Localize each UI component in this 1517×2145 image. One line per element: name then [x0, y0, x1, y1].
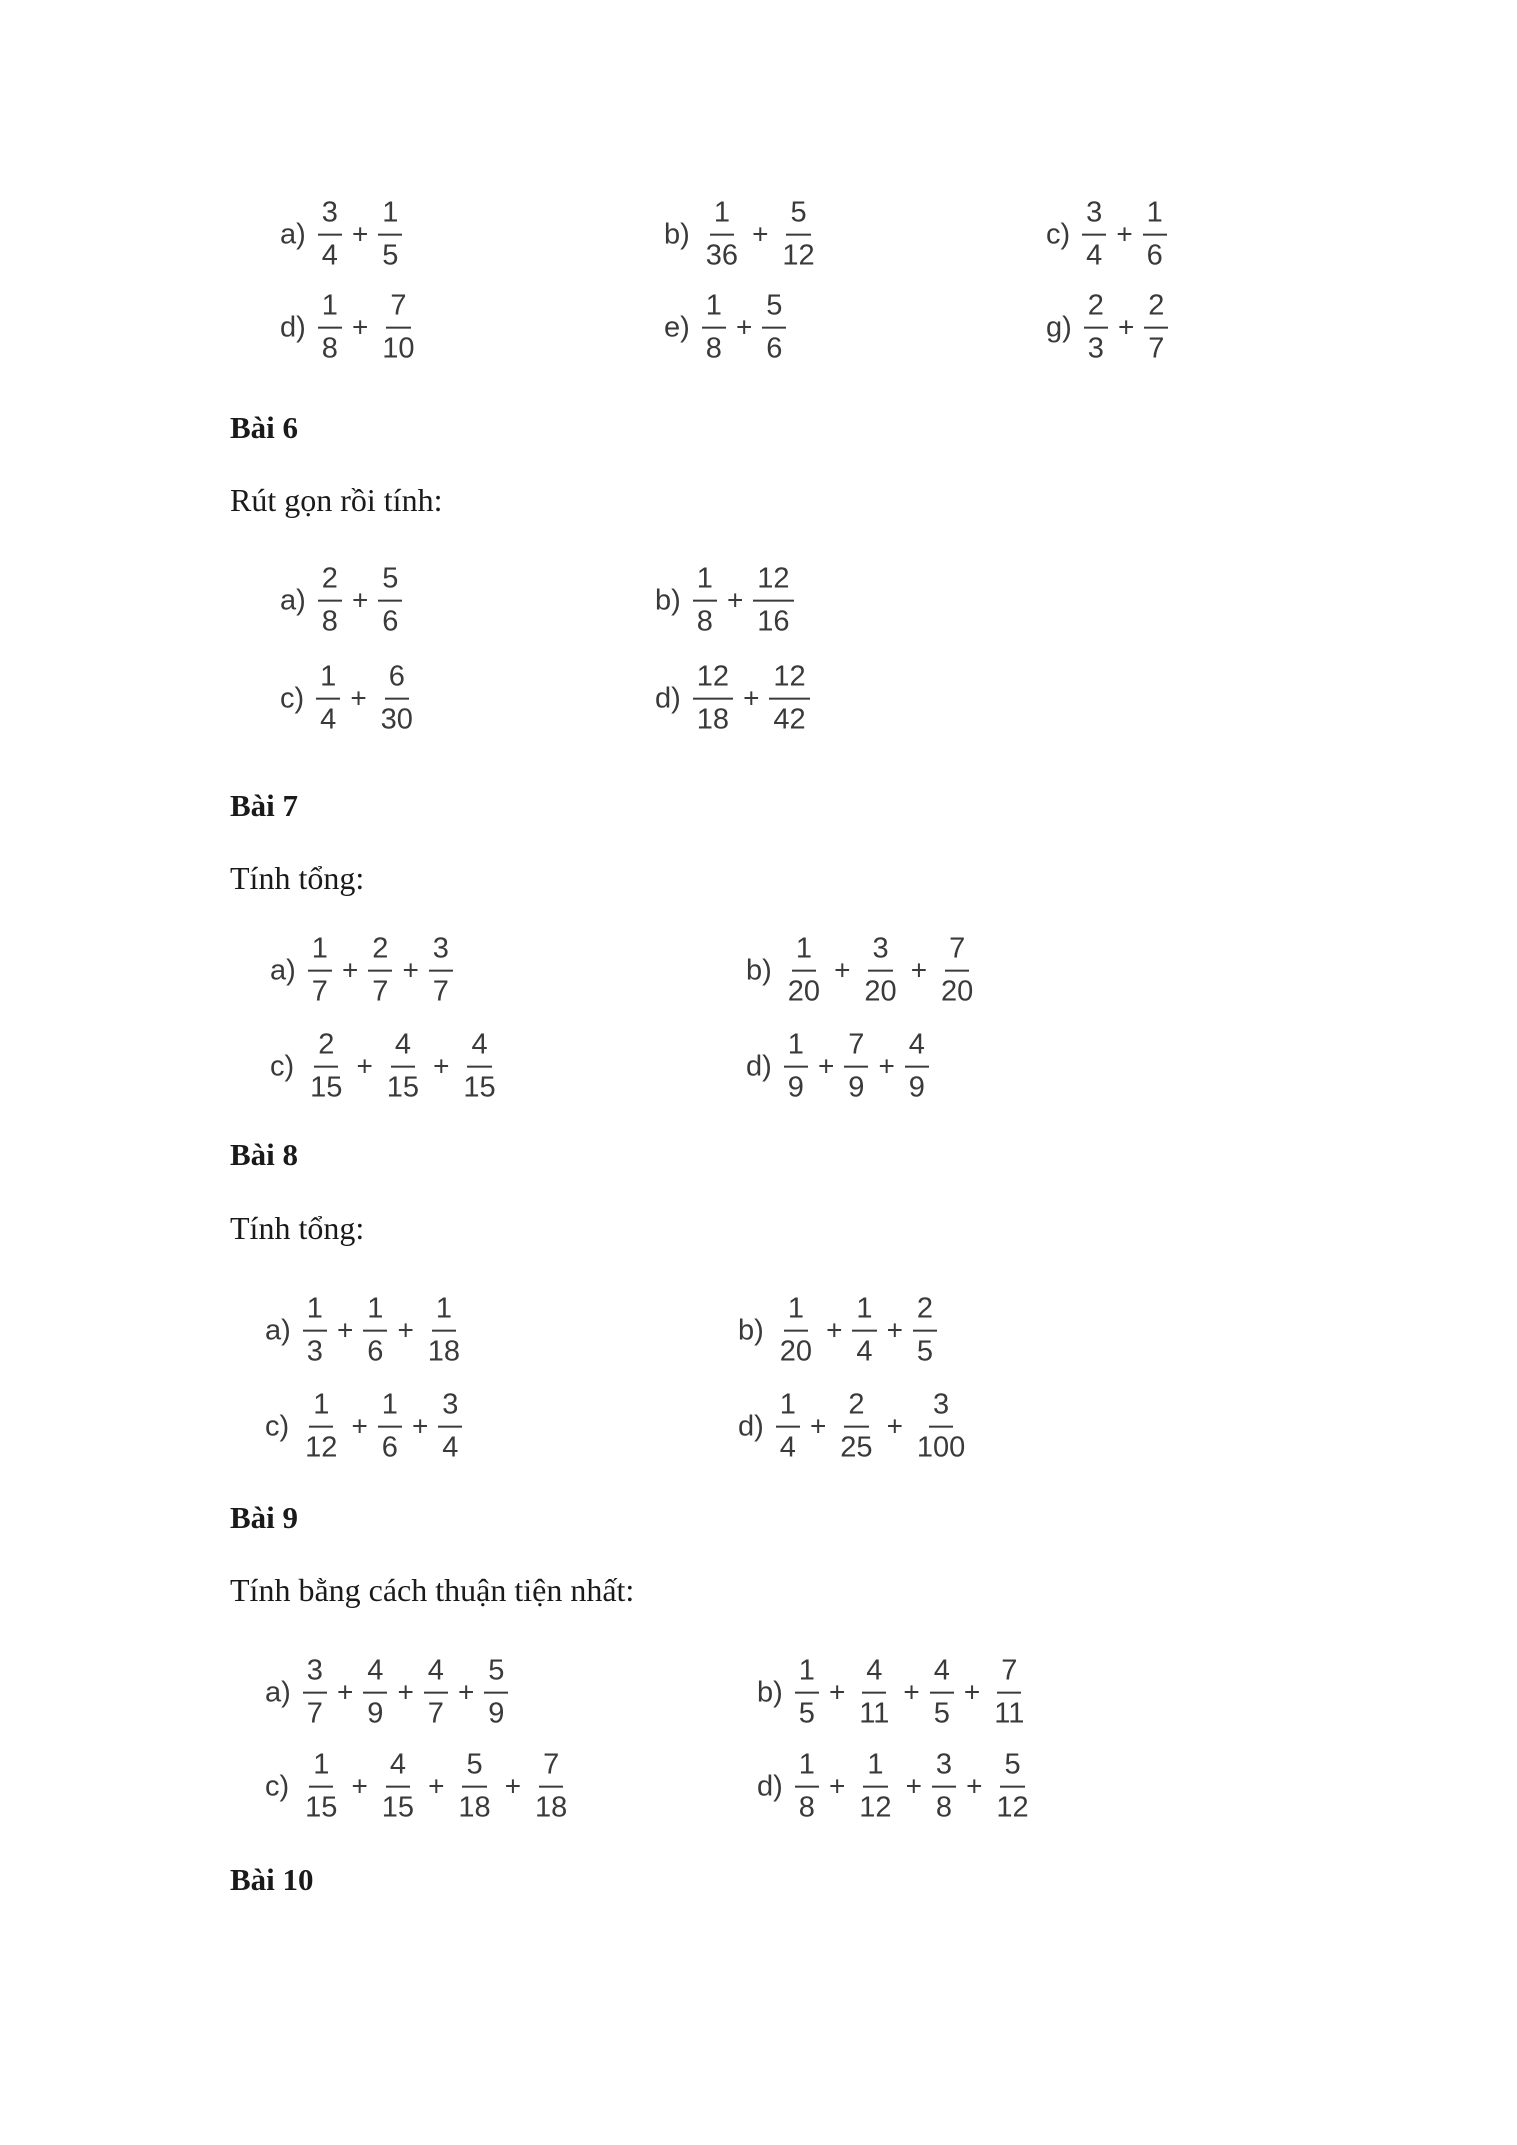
denominator: 20 — [779, 1336, 813, 1368]
plus-operator: + — [504, 1771, 522, 1802]
numerator: 3 — [303, 1655, 327, 1694]
plus-operator: + — [817, 1051, 835, 1082]
denominator: 15 — [463, 1072, 496, 1104]
fraction — [990, 1655, 1028, 1732]
denominator: 15 — [310, 1072, 343, 1104]
fraction — [368, 933, 392, 1010]
numerator: 2 — [1084, 290, 1108, 329]
fraction — [378, 1389, 402, 1466]
plus-operator: + — [351, 585, 369, 616]
denominator: 6 — [1146, 240, 1163, 272]
plus-operator: + — [963, 1677, 981, 1708]
denominator: 18 — [535, 1792, 568, 1824]
fraction — [753, 563, 793, 640]
numerator: 7 — [997, 1655, 1021, 1694]
expression — [270, 1029, 500, 1106]
plus-operator: + — [356, 1051, 373, 1082]
fraction — [795, 1655, 819, 1732]
plus-operator: + — [828, 1677, 846, 1708]
denominator: 8 — [705, 333, 722, 365]
expression — [664, 290, 786, 367]
denominator: 7 — [311, 976, 328, 1008]
numerator: 1 — [795, 1655, 819, 1694]
plus-operator: + — [886, 1315, 903, 1346]
fraction — [784, 1029, 808, 1106]
denominator: 42 — [773, 704, 806, 736]
section-prompt: Rút gọn rồi tính: — [230, 482, 443, 518]
numerator: 4 — [930, 1655, 954, 1694]
plus-operator: + — [402, 955, 419, 986]
fraction — [778, 197, 818, 274]
numerator: 1 — [784, 1293, 808, 1332]
numerator: 12 — [693, 661, 733, 700]
expression — [265, 1293, 464, 1370]
expression — [738, 1293, 937, 1370]
item-label: d) — [738, 1410, 764, 1443]
numerator: 7 — [386, 290, 410, 329]
denominator: 9 — [908, 1072, 925, 1104]
numerator: 3 — [429, 933, 453, 972]
item-label: c) — [265, 1770, 290, 1803]
denominator: 4 — [320, 704, 337, 736]
denominator: 20 — [864, 976, 897, 1008]
expression — [1046, 290, 1168, 367]
numerator: 5 — [484, 1655, 508, 1694]
fraction — [306, 1029, 346, 1106]
item-label: c) — [270, 1050, 295, 1083]
section-prompt: Tính tổng: — [230, 860, 365, 896]
numerator: 7 — [539, 1749, 563, 1788]
fraction — [378, 290, 418, 367]
denominator: 12 — [859, 1792, 892, 1824]
denominator: 7 — [1148, 333, 1165, 365]
fraction — [363, 1655, 387, 1732]
item-label: b) — [738, 1314, 764, 1347]
plus-operator: + — [341, 955, 359, 986]
numerator: 6 — [385, 661, 409, 700]
numerator: 1 — [702, 290, 726, 329]
section-heading: Bài 10 — [230, 1862, 314, 1897]
item-label: a) — [265, 1676, 291, 1709]
denominator: 10 — [382, 333, 415, 365]
plus-operator: + — [966, 1771, 983, 1802]
fraction — [913, 1389, 969, 1466]
expression — [746, 933, 977, 1010]
numerator: 1 — [432, 1293, 456, 1332]
expression — [265, 1655, 508, 1732]
denominator: 4 — [856, 1336, 873, 1368]
numerator: 1 — [308, 933, 332, 972]
fraction — [769, 661, 809, 738]
fraction — [301, 1389, 341, 1466]
expression — [265, 1749, 571, 1826]
fraction — [308, 933, 332, 1010]
numerator: 7 — [945, 933, 969, 972]
numerator: 12 — [753, 563, 793, 602]
plus-operator: + — [351, 312, 369, 343]
fraction — [363, 1293, 387, 1370]
denominator: 7 — [372, 976, 389, 1008]
item-label: a) — [270, 954, 296, 987]
fraction — [693, 563, 717, 640]
denominator: 6 — [367, 1336, 384, 1368]
denominator: 3 — [1087, 333, 1104, 365]
numerator: 1 — [863, 1749, 887, 1788]
numerator: 5 — [786, 197, 810, 236]
fraction — [860, 933, 900, 1010]
expression — [655, 661, 810, 738]
plus-operator: + — [351, 219, 369, 250]
denominator: 3 — [306, 1336, 323, 1368]
item-label: c) — [265, 1410, 290, 1443]
plus-operator: + — [411, 1411, 429, 1442]
fraction — [1082, 197, 1106, 274]
numerator: 3 — [932, 1749, 956, 1788]
plus-operator: + — [1117, 312, 1135, 343]
denominator: 9 — [848, 1072, 865, 1104]
fraction — [930, 1655, 954, 1732]
fraction — [318, 563, 342, 640]
fraction — [531, 1749, 571, 1826]
denominator: 8 — [321, 333, 338, 365]
item-label: d) — [655, 682, 681, 715]
numerator: 1 — [378, 1389, 402, 1428]
numerator: 1 — [1143, 197, 1167, 236]
fraction — [913, 1293, 937, 1370]
expression — [265, 1389, 462, 1466]
item-label: b) — [655, 584, 681, 617]
fraction — [301, 1749, 341, 1826]
fraction — [932, 1749, 956, 1826]
fraction — [702, 290, 726, 367]
denominator: 20 — [941, 976, 974, 1008]
expression — [738, 1389, 969, 1466]
denominator: 15 — [305, 1792, 338, 1824]
denominator: 9 — [488, 1698, 505, 1730]
fraction — [776, 1389, 800, 1466]
plus-operator: + — [726, 585, 744, 616]
numerator: 1 — [363, 1293, 387, 1332]
fraction — [454, 1749, 494, 1826]
numerator: 4 — [467, 1029, 491, 1068]
fraction — [378, 1749, 418, 1826]
item-label: d) — [280, 311, 306, 344]
denominator: 12 — [996, 1792, 1029, 1824]
item-label: c) — [280, 682, 305, 715]
plus-operator: + — [743, 683, 760, 714]
denominator: 6 — [766, 333, 783, 365]
numerator: 4 — [905, 1029, 929, 1068]
item-label: d) — [746, 1050, 772, 1083]
item-label: g) — [1046, 311, 1072, 344]
plus-operator: + — [826, 1315, 843, 1346]
section-prompt: Tính tổng: — [230, 1210, 365, 1246]
numerator: 1 — [309, 1389, 333, 1428]
denominator: 16 — [757, 606, 790, 638]
section-heading: Bài 6 — [230, 410, 299, 445]
numerator: 5 — [1000, 1749, 1024, 1788]
plus-operator: + — [397, 1677, 414, 1708]
denominator: 12 — [782, 240, 815, 272]
fraction — [795, 1749, 819, 1826]
denominator: 11 — [859, 1698, 890, 1730]
fraction — [776, 1293, 816, 1370]
fraction — [937, 933, 977, 1010]
numerator: 3 — [1082, 197, 1106, 236]
fraction — [303, 1293, 327, 1370]
fraction — [459, 1029, 499, 1106]
expression — [280, 563, 402, 640]
fraction — [1143, 197, 1167, 274]
denominator: 100 — [916, 1432, 966, 1464]
fraction — [429, 933, 453, 1010]
numerator: 1 — [316, 661, 340, 700]
plus-operator: + — [1116, 219, 1133, 250]
plus-operator: + — [433, 1051, 450, 1082]
denominator: 4 — [779, 1432, 796, 1464]
numerator: 4 — [386, 1749, 410, 1788]
numerator: 1 — [309, 1749, 333, 1788]
numerator: 2 — [913, 1293, 937, 1332]
plus-operator: + — [350, 683, 367, 714]
item-label: b) — [664, 218, 690, 251]
plus-operator: + — [351, 1411, 368, 1442]
section-prompt: Tính bằng cách thuận tiện nhất: — [230, 1572, 635, 1608]
fraction — [1084, 290, 1108, 367]
item-label: c) — [1046, 218, 1071, 251]
expression — [1046, 197, 1167, 274]
numerator: 1 — [693, 563, 717, 602]
fraction — [378, 563, 402, 640]
denominator: 7 — [306, 1698, 323, 1730]
fraction — [1144, 290, 1168, 367]
denominator: 18 — [458, 1792, 491, 1824]
numerator: 1 — [776, 1389, 800, 1428]
numerator: 2 — [844, 1389, 868, 1428]
fraction — [484, 1655, 508, 1732]
section-heading: Bài 9 — [230, 1500, 299, 1535]
denominator: 8 — [321, 606, 338, 638]
item-label: a) — [280, 584, 306, 617]
plus-operator: + — [397, 1315, 414, 1346]
expression — [280, 197, 402, 274]
denominator: 5 — [916, 1336, 934, 1368]
numerator: 3 — [318, 197, 342, 236]
fraction — [855, 1749, 895, 1826]
denominator: 7 — [432, 976, 449, 1008]
expression — [746, 1029, 929, 1106]
fraction — [303, 1655, 327, 1732]
denominator: 12 — [305, 1432, 338, 1464]
item-label: a) — [280, 218, 306, 251]
expression — [270, 933, 453, 1010]
fraction — [383, 1029, 423, 1106]
numerator: 1 — [792, 933, 816, 972]
numerator: 1 — [795, 1749, 819, 1788]
numerator: 2 — [314, 1029, 338, 1068]
numerator: 4 — [862, 1655, 886, 1694]
denominator: 15 — [386, 1072, 420, 1104]
item-label: a) — [265, 1314, 291, 1347]
plus-operator: + — [834, 955, 851, 986]
denominator: 6 — [382, 606, 399, 638]
numerator: 3 — [929, 1389, 953, 1428]
item-label: b) — [746, 954, 772, 987]
denominator: 4 — [442, 1432, 459, 1464]
numerator: 1 — [852, 1293, 876, 1332]
denominator: 5 — [798, 1698, 815, 1730]
denominator: 6 — [381, 1432, 398, 1464]
expression — [664, 197, 819, 274]
expression — [757, 1749, 1033, 1826]
numerator: 4 — [363, 1655, 387, 1694]
item-label: e) — [664, 311, 690, 344]
denominator: 30 — [380, 704, 413, 736]
fraction — [318, 197, 342, 274]
fraction — [318, 290, 342, 367]
fraction — [836, 1389, 876, 1466]
plus-operator: + — [336, 1677, 354, 1708]
plus-operator: + — [828, 1771, 846, 1802]
plus-operator: + — [878, 1051, 895, 1082]
plus-operator: + — [428, 1771, 445, 1802]
item-label: d) — [757, 1770, 783, 1803]
numerator: 1 — [710, 197, 734, 236]
plus-operator: + — [351, 1771, 368, 1802]
item-label: b) — [757, 1676, 783, 1709]
denominator: 8 — [696, 606, 713, 638]
denominator: 18 — [696, 704, 730, 736]
section-heading: Bài 8 — [230, 1137, 299, 1172]
numerator: 1 — [784, 1029, 808, 1068]
plus-operator: + — [752, 219, 769, 250]
numerator: 5 — [462, 1749, 486, 1788]
denominator: 36 — [705, 240, 739, 272]
denominator: 15 — [381, 1792, 415, 1824]
numerator: 5 — [762, 290, 786, 329]
section-heading: Bài 7 — [230, 788, 299, 823]
expression — [280, 290, 419, 367]
denominator: 20 — [787, 976, 821, 1008]
denominator: 4 — [321, 240, 338, 272]
numerator: 4 — [424, 1655, 448, 1694]
numerator: 1 — [378, 197, 402, 236]
fraction — [702, 197, 742, 274]
denominator: 11 — [994, 1698, 1025, 1730]
numerator: 5 — [378, 563, 402, 602]
denominator: 8 — [798, 1792, 815, 1824]
numerator: 3 — [868, 933, 892, 972]
fraction — [992, 1749, 1032, 1826]
numerator: 12 — [769, 661, 809, 700]
expression — [280, 661, 417, 738]
fraction — [784, 933, 824, 1010]
denominator: 7 — [427, 1698, 444, 1730]
denominator: 5 — [933, 1698, 950, 1730]
numerator: 1 — [303, 1293, 327, 1332]
plus-operator: + — [809, 1411, 827, 1442]
plus-operator: + — [886, 1411, 903, 1442]
plus-operator: + — [735, 312, 753, 343]
plus-operator: + — [910, 955, 928, 986]
numerator: 3 — [438, 1389, 462, 1428]
fraction — [378, 197, 402, 274]
denominator: 9 — [367, 1698, 384, 1730]
denominator: 25 — [840, 1432, 873, 1464]
fraction — [852, 1293, 876, 1370]
fraction — [905, 1029, 929, 1106]
fraction — [844, 1029, 868, 1106]
numerator: 7 — [844, 1029, 868, 1068]
fraction — [855, 1655, 893, 1732]
fraction — [438, 1389, 462, 1466]
fraction — [693, 661, 733, 738]
denominator: 9 — [787, 1072, 804, 1104]
denominator: 8 — [935, 1792, 953, 1824]
fraction — [316, 661, 340, 738]
numerator: 4 — [391, 1029, 415, 1068]
plus-operator: + — [905, 1771, 922, 1802]
denominator: 4 — [1086, 240, 1103, 272]
fraction — [377, 661, 417, 738]
expression — [757, 1655, 1028, 1732]
numerator: 1 — [318, 290, 342, 329]
plus-operator: + — [903, 1677, 920, 1708]
fraction — [424, 1655, 448, 1732]
fraction — [762, 290, 786, 367]
plus-operator: + — [336, 1315, 354, 1346]
fraction — [424, 1293, 464, 1370]
denominator: 5 — [382, 240, 399, 272]
plus-operator: + — [457, 1677, 475, 1708]
numerator: 2 — [368, 933, 392, 972]
numerator: 2 — [1144, 290, 1168, 329]
numerator: 2 — [318, 563, 342, 602]
expression — [655, 563, 794, 640]
denominator: 18 — [427, 1336, 461, 1368]
